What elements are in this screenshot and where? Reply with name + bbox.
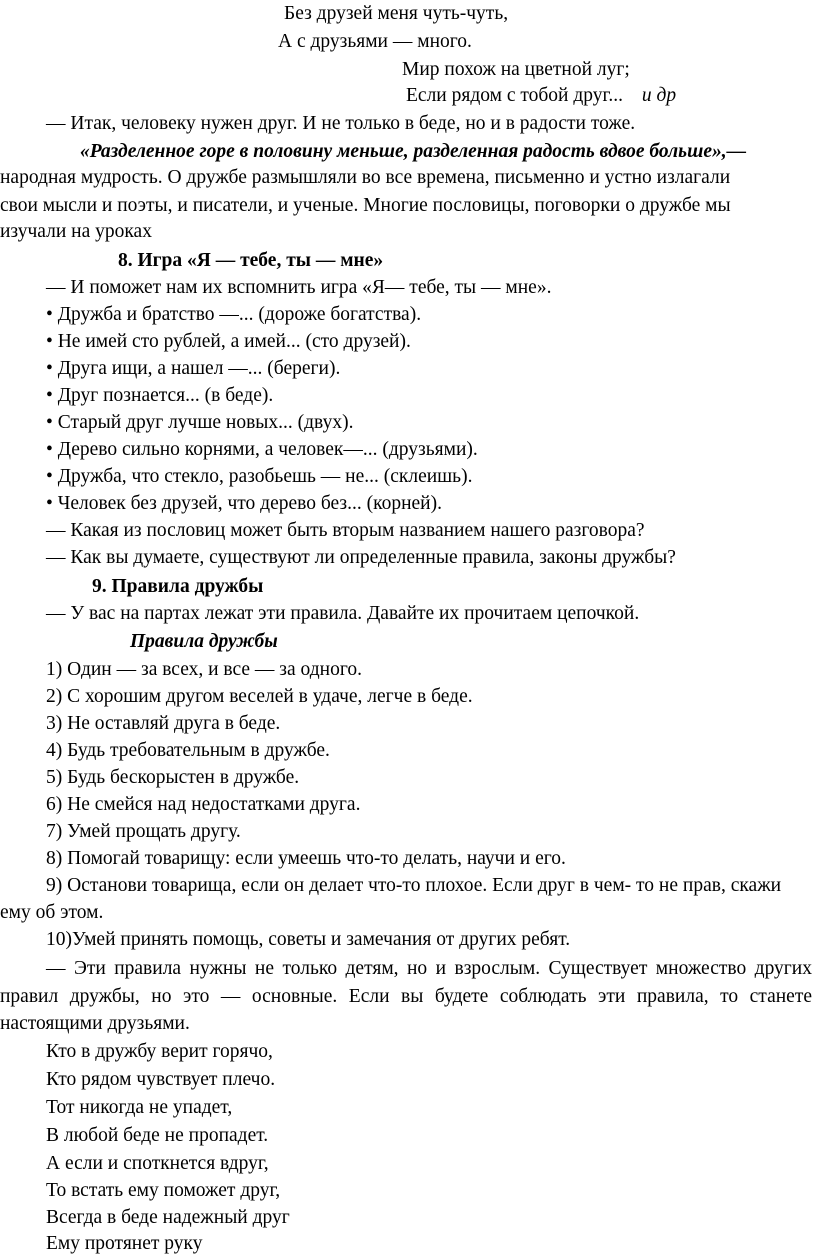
poem-final-line: То встать ему поможет друг, bbox=[46, 1180, 281, 1201]
closing-line-2: правил дружбы, но это — основные. Если вы будете соблюдать эти правила, то станете bbox=[0, 986, 812, 1007]
proverb-item: • Человек без друзей, что дерево без... (корней). bbox=[46, 493, 442, 514]
poem-intro-line-3: Мир похож на цветной луг; bbox=[402, 59, 630, 80]
intro-line-4: свои мысли и поэты, и писатели, и ученые. Многие пословицы, поговорки о дружбе мы bbox=[0, 195, 731, 216]
proverb-item: • Дружба, что стекло, разобьешь — не... (склеишь). bbox=[46, 466, 473, 487]
rule-item: 1) Один — за всех, и все — за одного. bbox=[46, 659, 362, 680]
poem-intro-line-4-text: Если рядом с тобой друг... bbox=[406, 85, 623, 106]
rule-item: 2) С хорошим другом веселей в удаче, легче в беде. bbox=[46, 686, 473, 707]
rule-10: 10)Умей принять помощь, советы и замечания от других ребят. bbox=[46, 929, 571, 950]
rule-item: 3) Не оставляй друга в беде. bbox=[46, 713, 281, 734]
poem-intro-line-2: А с друзьями — много. bbox=[278, 31, 472, 52]
proverb-item: • Друга ищи, а нашел —... (береги). bbox=[46, 358, 341, 379]
rule-item: 8) Помогай товарищу: если умеешь что-то делать, научи и его. bbox=[46, 848, 566, 869]
section-9-heading: 9. Правила дружбы bbox=[92, 576, 264, 597]
poem-final-line: А если и споткнется вдруг, bbox=[46, 1153, 269, 1174]
proverb-item: • Старый друг лучше новых... (двух). bbox=[46, 412, 354, 433]
intro-line-3: народная мудрость. О дружбе размышляли во все времена, письменно и устно излагали bbox=[0, 167, 731, 188]
closing-line-1: — Эти правила нужны не только детям, но и взрослым. Существует множество других bbox=[46, 958, 812, 979]
poem-intro-line-4 bbox=[406, 84, 676, 108]
rule-9-line-2: ему об этом. bbox=[0, 902, 104, 923]
intro-quote: «Разделенное горе в половину меньше, разделенная радость вдвое больше»,— bbox=[80, 141, 747, 162]
poem-final-line: Ему протянет руку bbox=[46, 1233, 203, 1254]
rule-item: 5) Будь бескорыстен в дружбе. bbox=[46, 767, 300, 788]
poem-final-line: Кто рядом чувствует плечо. bbox=[46, 1069, 276, 1090]
section-8-question-1: — Какая из пословиц может быть вторым названием нашего разговора? bbox=[46, 520, 645, 541]
intro-line-5: изучали на уроках bbox=[0, 221, 152, 242]
rules-title: Правила дружбы bbox=[130, 631, 278, 652]
rule-item: 6) Не смейся над недостатками друга. bbox=[46, 794, 361, 815]
rule-item: 7) Умей прощать другу. bbox=[46, 821, 241, 842]
closing-line-3: настоящими друзьями. bbox=[0, 1013, 190, 1034]
proverb-item: • Дружба и братство —... (дороже богатства). bbox=[46, 304, 422, 325]
intro-line-1: — Итак, человеку нужен друг. И не только в беде, но и в радости тоже. bbox=[46, 113, 636, 134]
poem-intro-line-4-tail: и др bbox=[641, 85, 677, 106]
poem-final-line: Тот никогда не упадет, bbox=[46, 1097, 233, 1118]
section-8-question-2: — Как вы думаете, существуют ли определенные правила, законы дружбы? bbox=[46, 547, 676, 568]
proverb-item: • Не имей сто рублей, а имей... (сто друзей). bbox=[46, 331, 411, 352]
section-9-intro: — У вас на партах лежат эти правила. Давайте их прочитаем цепочкой. bbox=[46, 603, 640, 624]
rule-9-line-1: 9) Останови товарища, если он делает что-то плохое. Если друг в чем- то не прав, скажи bbox=[46, 875, 782, 896]
rule-item: 4) Будь требовательным в дружбе. bbox=[46, 740, 330, 761]
poem-final-line: Всегда в беде надежный друг bbox=[46, 1207, 290, 1228]
section-8-intro: — И поможет нам их вспомнить игра «Я— тебе, ты — мне». bbox=[46, 277, 552, 298]
proverb-item: • Друг познается... (в беде). bbox=[46, 385, 274, 406]
section-8-heading: 8. Игра «Я — тебе, ты — мне» bbox=[118, 250, 384, 271]
poem-intro-line-1: Без друзей меня чуть-чуть, bbox=[284, 3, 509, 24]
poem-final-line: Кто в дружбу верит горячо, bbox=[46, 1041, 273, 1062]
proverb-item: • Дерево сильно корнями, а человек—... (друзьями). bbox=[46, 439, 478, 460]
poem-final-line: В любой беде не пропадет. bbox=[46, 1125, 269, 1146]
